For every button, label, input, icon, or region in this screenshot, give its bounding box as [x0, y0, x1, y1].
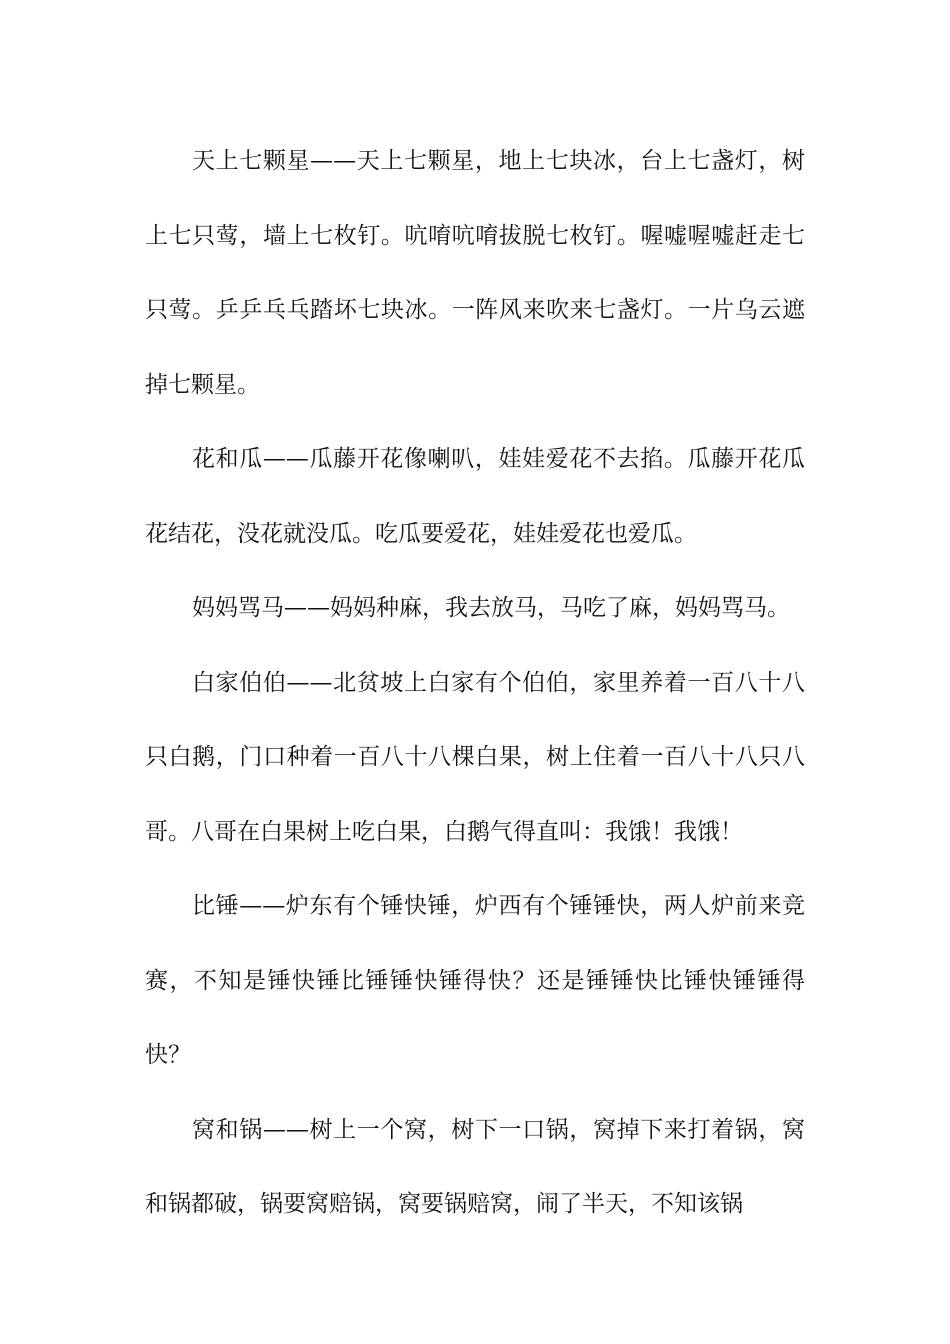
paragraph-mother-scolds-horse: 妈妈骂马——妈妈种麻，我去放马，马吃了麻，妈妈骂马。	[192, 595, 790, 621]
paragraph-hammer-contest: 比锤——炉东有个锤快锤，炉西有个锤锤快，两人炉前来竞赛，不知是锤快锤比锤锤快锤得快？还是锤锤快比锤快锤锤得快？	[145, 893, 805, 1068]
document-body	[145, 124, 805, 1242]
paragraph-flower-and-melon: 花和瓜——瓜藤开花像喇叭，娃娃爱花不去掐。瓜藤开花瓜花结花，没花就没瓜。吃瓜要爱花，娃娃爱花也爱瓜。	[145, 446, 805, 547]
paragraph-seven-stars: 天上七颗星——天上七颗星，地上七块冰，台上七盏灯，树上七只莺，墙上七枚钉。吭唷吭唷拔脱七枚钉。喔嘘喔嘘赶走七只莺。乒乒乓乓踏坏七块冰。一阵风来吹来七盏灯。一片乌云遮掉七颗星。	[145, 148, 805, 398]
paragraph-nest-and-pot: 窝和锅——树上一个窝，树下一口锅，窝掉下来打着锅，窝和锅都破，锅要窝赔锅，窝要锅赔窝，闹了半天，不知该锅	[145, 1116, 805, 1217]
paragraph-uncle-bai: 白家伯伯——北贫坡上白家有个伯伯，家里养着一百八十八只白鹅，门口种着一百八十八棵白果，树上住着一百八十八只八哥。八哥在白果树上吃白果，白鹅气得直叫：我饿！我饿！	[145, 669, 805, 845]
